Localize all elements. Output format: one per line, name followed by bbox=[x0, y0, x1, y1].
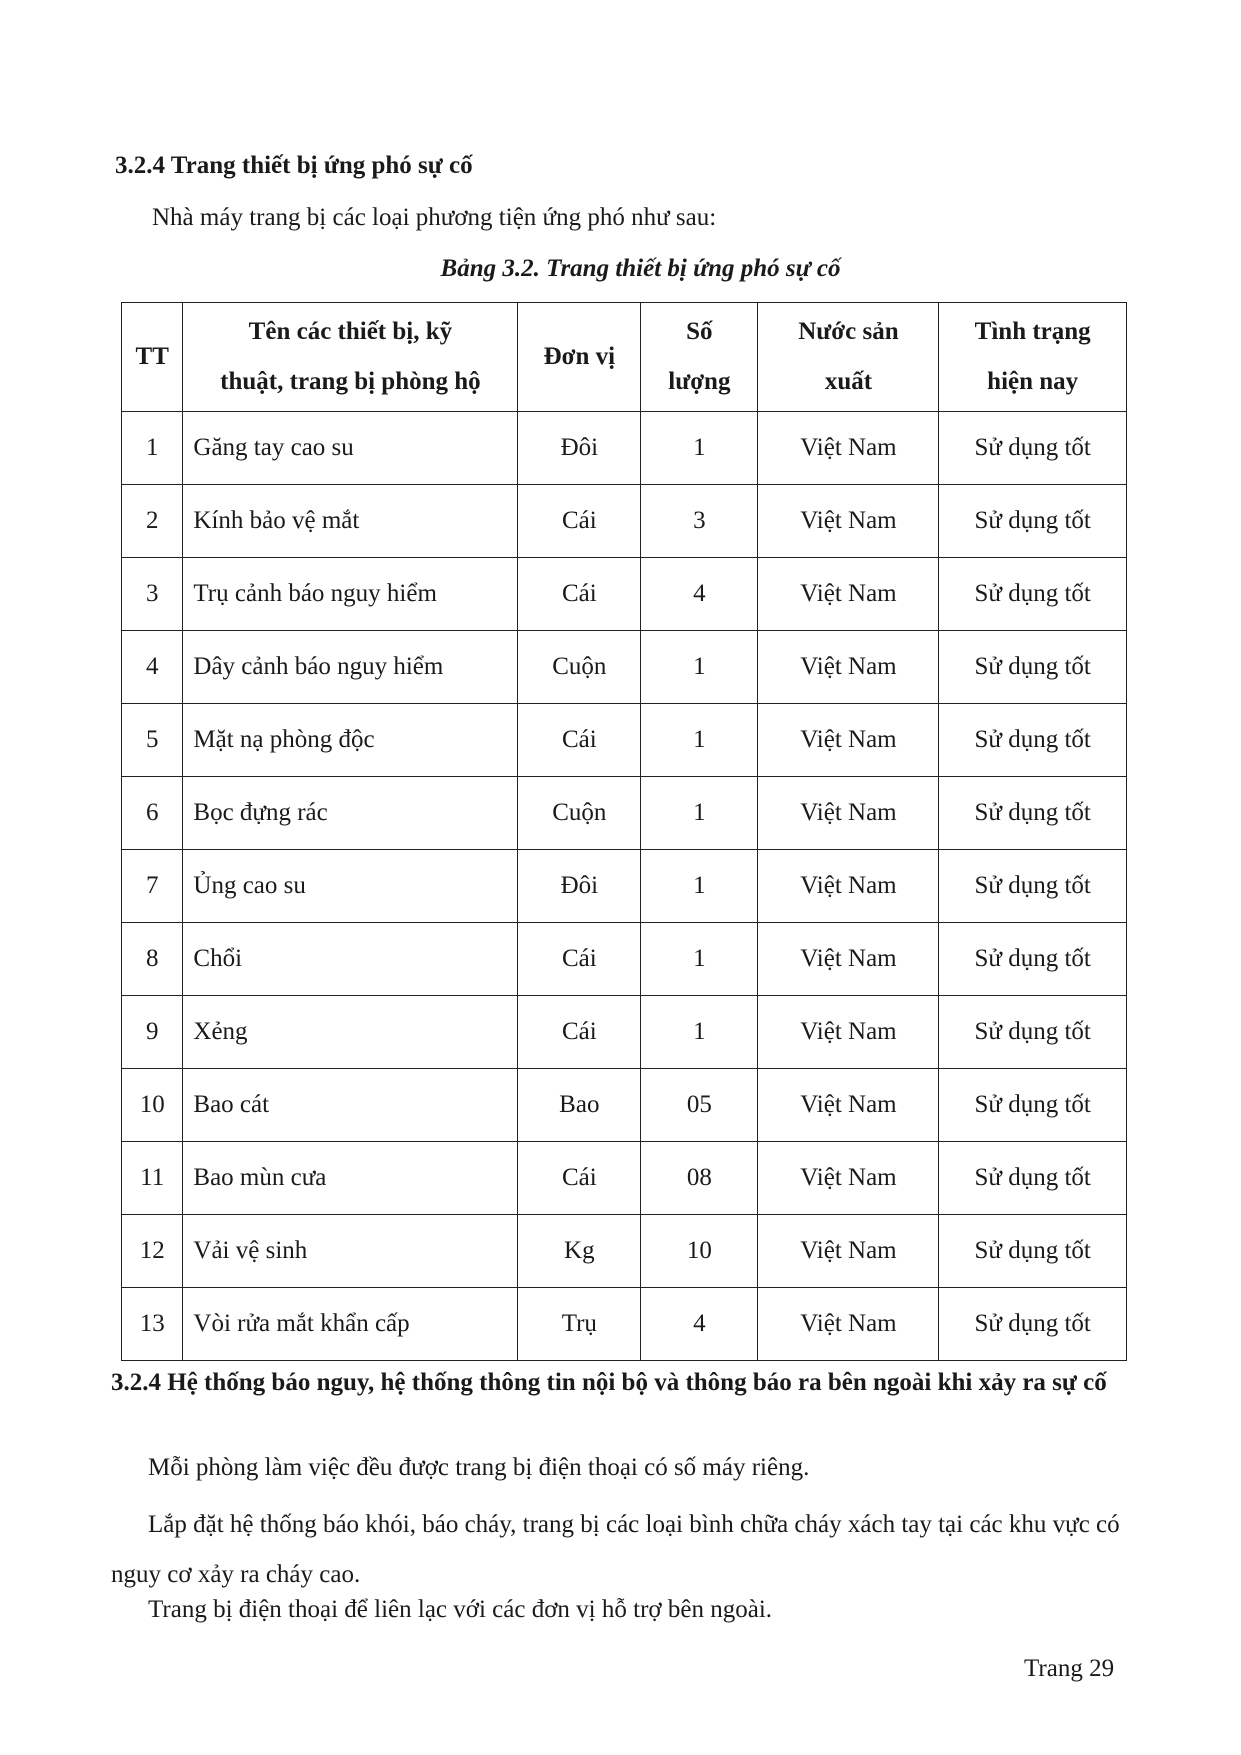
cell-origin: Việt Nam bbox=[758, 485, 939, 558]
cell-unit: Cái bbox=[518, 923, 641, 996]
cell-unit: Kg bbox=[518, 1215, 641, 1288]
cell-qty: 1 bbox=[641, 777, 758, 850]
cell-tt: 2 bbox=[122, 485, 183, 558]
table-row bbox=[122, 485, 1127, 558]
cell-qty: 1 bbox=[641, 704, 758, 777]
cell-name: Trụ cảnh báo nguy hiểm bbox=[183, 558, 518, 631]
cell-name: Vòi rửa mắt khẩn cấp bbox=[183, 1288, 518, 1361]
cell-unit: Đôi bbox=[518, 850, 641, 923]
section-heading-equipment: 3.2.4 Trang thiết bị ứng phó sự cố bbox=[115, 152, 473, 179]
table-row bbox=[122, 1288, 1127, 1361]
header-origin-line2: xuất bbox=[824, 368, 873, 395]
cell-qty: 1 bbox=[641, 923, 758, 996]
cell-tt: 9 bbox=[122, 996, 183, 1069]
table-row bbox=[122, 996, 1127, 1069]
cell-status: Sử dụng tốt bbox=[939, 923, 1127, 996]
cell-unit: Cái bbox=[518, 704, 641, 777]
cell-status: Sử dụng tốt bbox=[939, 777, 1127, 850]
header-name bbox=[183, 303, 518, 412]
cell-status: Sử dụng tốt bbox=[939, 631, 1127, 704]
header-unit: Đơn vị bbox=[518, 303, 641, 412]
cell-name: Vải vệ sinh bbox=[183, 1215, 518, 1288]
header-status bbox=[939, 303, 1127, 412]
cell-status: Sử dụng tốt bbox=[939, 412, 1127, 485]
cell-unit: Cái bbox=[518, 1142, 641, 1215]
cell-tt: 3 bbox=[122, 558, 183, 631]
cell-name: Chổi bbox=[183, 923, 518, 996]
cell-tt: 8 bbox=[122, 923, 183, 996]
cell-unit: Bao bbox=[518, 1069, 641, 1142]
cell-status: Sử dụng tốt bbox=[939, 1142, 1127, 1215]
table-row bbox=[122, 704, 1127, 777]
cell-name: Xẻng bbox=[183, 996, 518, 1069]
cell-unit: Cuộn bbox=[518, 631, 641, 704]
cell-status: Sử dụng tốt bbox=[939, 485, 1127, 558]
cell-tt: 1 bbox=[122, 412, 183, 485]
cell-unit: Cái bbox=[518, 485, 641, 558]
cell-status: Sử dụng tốt bbox=[939, 1215, 1127, 1288]
cell-unit: Trụ bbox=[518, 1288, 641, 1361]
cell-qty: 1 bbox=[641, 412, 758, 485]
paragraph-external-contact: Trang bị điện thoại để liên lạc với các đơn vị hỗ trợ bên ngoài. bbox=[148, 1596, 773, 1623]
header-origin bbox=[758, 303, 939, 412]
cell-origin: Việt Nam bbox=[758, 412, 939, 485]
header-origin-line1: Nước sản bbox=[798, 318, 899, 345]
table-row bbox=[122, 1069, 1127, 1142]
cell-origin: Việt Nam bbox=[758, 1142, 939, 1215]
cell-origin: Việt Nam bbox=[758, 1215, 939, 1288]
cell-unit: Cuộn bbox=[518, 777, 641, 850]
header-status-line1: Tình trạng bbox=[974, 318, 1091, 345]
table-row bbox=[122, 777, 1127, 850]
cell-origin: Việt Nam bbox=[758, 631, 939, 704]
cell-status: Sử dụng tốt bbox=[939, 1069, 1127, 1142]
cell-qty: 10 bbox=[641, 1215, 758, 1288]
paragraph-phones: Mỗi phòng làm việc đều được trang bị điện thoại có số máy riêng. bbox=[148, 1454, 810, 1481]
cell-unit: Cái bbox=[518, 996, 641, 1069]
header-qty bbox=[641, 303, 758, 412]
cell-name: Kính bảo vệ mắt bbox=[183, 485, 518, 558]
header-qty-line1: Số bbox=[686, 318, 713, 345]
table-row bbox=[122, 558, 1127, 631]
cell-name: Bọc đựng rác bbox=[183, 777, 518, 850]
cell-name: Bao mùn cưa bbox=[183, 1142, 518, 1215]
section-heading-alert-system: 3.2.4 Hệ thống báo nguy, hệ thống thông tin nội bộ và thông báo ra bên ngoài khi xảy ra sự cố bbox=[111, 1369, 1107, 1396]
cell-origin: Việt Nam bbox=[758, 996, 939, 1069]
paragraph-fire-alarm: Lắp đặt hệ thống báo khói, báo cháy, trang bị các loại bình chữa cháy xách tay tại các khu vực có nguy cơ xảy ra cháy cao. bbox=[111, 1511, 1120, 1588]
cell-qty: 05 bbox=[641, 1069, 758, 1142]
cell-tt: 7 bbox=[122, 850, 183, 923]
cell-qty: 4 bbox=[641, 558, 758, 631]
table-row bbox=[122, 1142, 1127, 1215]
header-name-line1: Tên các thiết bị, kỹ bbox=[248, 318, 453, 345]
cell-unit: Đôi bbox=[518, 412, 641, 485]
cell-qty: 3 bbox=[641, 485, 758, 558]
cell-tt: 4 bbox=[122, 631, 183, 704]
cell-origin: Việt Nam bbox=[758, 777, 939, 850]
table-row bbox=[122, 850, 1127, 923]
table-row bbox=[122, 923, 1127, 996]
table-caption: Bảng 3.2. Trang thiết bị ứng phó sự cố bbox=[440, 255, 841, 282]
table-row bbox=[122, 631, 1127, 704]
cell-name: Mặt nạ phòng độc bbox=[183, 704, 518, 777]
intro-paragraph: Nhà máy trang bị các loại phương tiện ứng phó như sau: bbox=[152, 204, 717, 231]
cell-origin: Việt Nam bbox=[758, 1069, 939, 1142]
cell-origin: Việt Nam bbox=[758, 1288, 939, 1361]
equipment-table bbox=[121, 302, 1127, 1361]
cell-status: Sử dụng tốt bbox=[939, 1288, 1127, 1361]
cell-tt: 12 bbox=[122, 1215, 183, 1288]
cell-name: Găng tay cao su bbox=[183, 412, 518, 485]
page-number: Trang 29 bbox=[1024, 1655, 1115, 1682]
cell-qty: 1 bbox=[641, 996, 758, 1069]
cell-qty: 4 bbox=[641, 1288, 758, 1361]
cell-status: Sử dụng tốt bbox=[939, 850, 1127, 923]
cell-name: Ủng cao su bbox=[183, 850, 518, 923]
cell-tt: 6 bbox=[122, 777, 183, 850]
cell-qty: 08 bbox=[641, 1142, 758, 1215]
table-header-row bbox=[122, 303, 1127, 412]
cell-tt: 10 bbox=[122, 1069, 183, 1142]
cell-qty: 1 bbox=[641, 631, 758, 704]
cell-origin: Việt Nam bbox=[758, 558, 939, 631]
header-qty-line2: lượng bbox=[668, 368, 731, 395]
table-row bbox=[122, 1215, 1127, 1288]
cell-tt: 13 bbox=[122, 1288, 183, 1361]
header-tt: TT bbox=[122, 303, 183, 412]
cell-status: Sử dụng tốt bbox=[939, 704, 1127, 777]
cell-qty: 1 bbox=[641, 850, 758, 923]
cell-status: Sử dụng tốt bbox=[939, 996, 1127, 1069]
cell-origin: Việt Nam bbox=[758, 923, 939, 996]
cell-unit: Cái bbox=[518, 558, 641, 631]
cell-tt: 5 bbox=[122, 704, 183, 777]
header-status-line2: hiện nay bbox=[987, 368, 1079, 395]
table-row bbox=[122, 412, 1127, 485]
cell-origin: Việt Nam bbox=[758, 850, 939, 923]
cell-name: Bao cát bbox=[183, 1069, 518, 1142]
cell-origin: Việt Nam bbox=[758, 704, 939, 777]
header-name-line2: thuật, trang bị phòng hộ bbox=[220, 368, 481, 395]
cell-tt: 11 bbox=[122, 1142, 183, 1215]
cell-status: Sử dụng tốt bbox=[939, 558, 1127, 631]
cell-name: Dây cảnh báo nguy hiểm bbox=[183, 631, 518, 704]
